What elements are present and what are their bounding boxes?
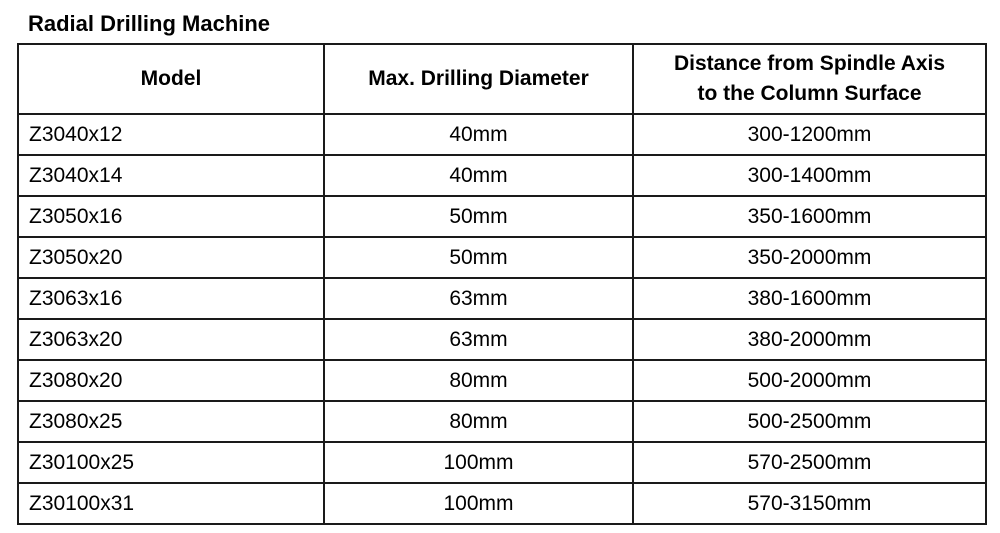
cell-diameter: 63mm xyxy=(324,319,633,360)
cell-model: Z30100x25 xyxy=(18,442,324,483)
cell-model: Z3063x16 xyxy=(18,278,324,319)
cell-distance: 350-2000mm xyxy=(633,237,986,278)
table-row xyxy=(18,237,986,278)
cell-model: Z3050x16 xyxy=(18,196,324,237)
cell-model: Z3080x25 xyxy=(18,401,324,442)
header-distance-line2: to the Column Surface xyxy=(697,82,922,105)
cell-model: Z3040x12 xyxy=(18,114,324,155)
table-row xyxy=(18,401,986,442)
cell-diameter: 80mm xyxy=(324,360,633,401)
cell-diameter: 80mm xyxy=(324,401,633,442)
header-model: Model xyxy=(18,44,324,114)
cell-distance: 380-1600mm xyxy=(633,278,986,319)
table-row xyxy=(18,155,986,196)
table-row xyxy=(18,319,986,360)
cell-diameter: 100mm xyxy=(324,442,633,483)
table-row xyxy=(18,114,986,155)
cell-distance: 570-2500mm xyxy=(633,442,986,483)
table-row xyxy=(18,442,986,483)
specs-table xyxy=(17,43,987,525)
table-row xyxy=(18,360,986,401)
header-distance xyxy=(633,44,986,114)
table-row xyxy=(18,278,986,319)
cell-model: Z3050x20 xyxy=(18,237,324,278)
cell-model: Z30100x31 xyxy=(18,483,324,524)
cell-model: Z3080x20 xyxy=(18,360,324,401)
header-distance-line1: Distance from Spindle Axis xyxy=(673,52,946,75)
cell-model: Z3040x14 xyxy=(18,155,324,196)
cell-diameter: 50mm xyxy=(324,196,633,237)
cell-model: Z3063x20 xyxy=(18,319,324,360)
cell-diameter: 40mm xyxy=(324,114,633,155)
cell-distance: 500-2000mm xyxy=(633,360,986,401)
cell-distance: 350-1600mm xyxy=(633,196,986,237)
cell-diameter: 40mm xyxy=(324,155,633,196)
cell-distance: 500-2500mm xyxy=(633,401,986,442)
cell-distance: 380-2000mm xyxy=(633,319,986,360)
header-max-drilling-diameter: Max. Drilling Diameter xyxy=(324,44,633,114)
cell-distance: 300-1400mm xyxy=(633,155,986,196)
cell-diameter: 63mm xyxy=(324,278,633,319)
table-header-row xyxy=(18,44,986,114)
page-title: Radial Drilling Machine xyxy=(28,11,271,36)
table-row xyxy=(18,483,986,524)
cell-diameter: 50mm xyxy=(324,237,633,278)
cell-distance: 570-3150mm xyxy=(633,483,986,524)
cell-distance: 300-1200mm xyxy=(633,114,986,155)
cell-diameter: 100mm xyxy=(324,483,633,524)
table-row xyxy=(18,196,986,237)
